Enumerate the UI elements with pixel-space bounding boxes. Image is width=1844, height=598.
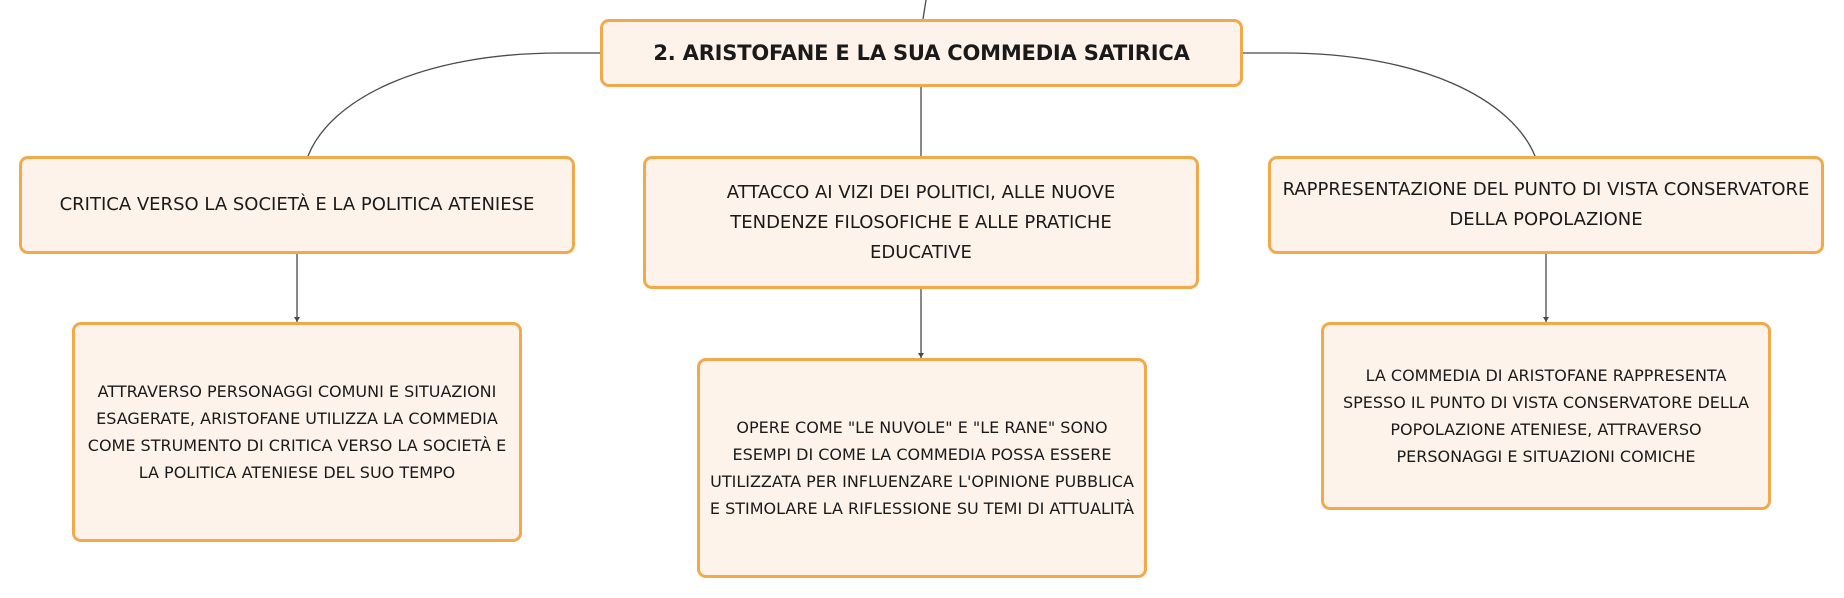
detail-node-critica[interactable] bbox=[72, 322, 522, 542]
detail-text: OPERE COME "LE NUVOLE" E "LE RANE" SONO ESEMPI DI COME LA COMMEDIA POSSA ESSERE UTILIZZATA PER INFLUENZARE L'OPINIONE PUBBLICA E STIMOLARE LA RIFLESSIONE SU TEMI DI ATTUALITÀ bbox=[709, 418, 1135, 518]
detail-text: ATTRAVERSO PERSONAGGI COMUNI E SITUAZIONI ESAGERATE, ARISTOFANE UTILIZZA LA COMMEDIA COME STRUMENTO DI CRITICA VERSO LA SOCIETÀ E LA POLITICA ATENIESE DEL SUO TEMPO bbox=[87, 382, 507, 482]
detail-node-attacco[interactable] bbox=[697, 358, 1147, 578]
root-topic-node[interactable] bbox=[600, 19, 1243, 87]
branch-node-attacco[interactable] bbox=[643, 156, 1199, 289]
connector-root-to-critica bbox=[308, 53, 600, 156]
branch-label: CRITICA VERSO LA SOCIETÀ E LA POLITICA ATENIESE bbox=[59, 194, 535, 215]
detail-text: LA COMMEDIA DI ARISTOFANE RAPPRESENTA SPESSO IL PUNTO DI VISTA CONSERVATORE DELLA POPOLAZIONE ATENIESE, ATTRAVERSO PERSONAGGI E SITUAZIONI COMICHE bbox=[1342, 366, 1750, 466]
branch-node-critica[interactable] bbox=[19, 156, 575, 254]
branch-label: RAPPRESENTAZIONE DEL PUNTO DI VISTA CONSERVATORE DELLA POPOLAZIONE bbox=[1282, 179, 1810, 230]
root-topic-title: 2. ARISTOFANE E LA SUA COMMEDIA SATIRICA bbox=[653, 41, 1190, 65]
connector-root-to-rappr bbox=[1243, 53, 1535, 156]
detail-node-rappresentazione[interactable] bbox=[1321, 322, 1771, 510]
branch-node-rappresentazione[interactable] bbox=[1268, 156, 1824, 254]
branch-label: ATTACCO AI VIZI DEI POLITICI, ALLE NUOVE TENDENZE FILOSOFICHE E ALLE PRATICHE EDUCATIVE bbox=[726, 181, 1116, 263]
connector-parent-to-root bbox=[923, 0, 926, 19]
